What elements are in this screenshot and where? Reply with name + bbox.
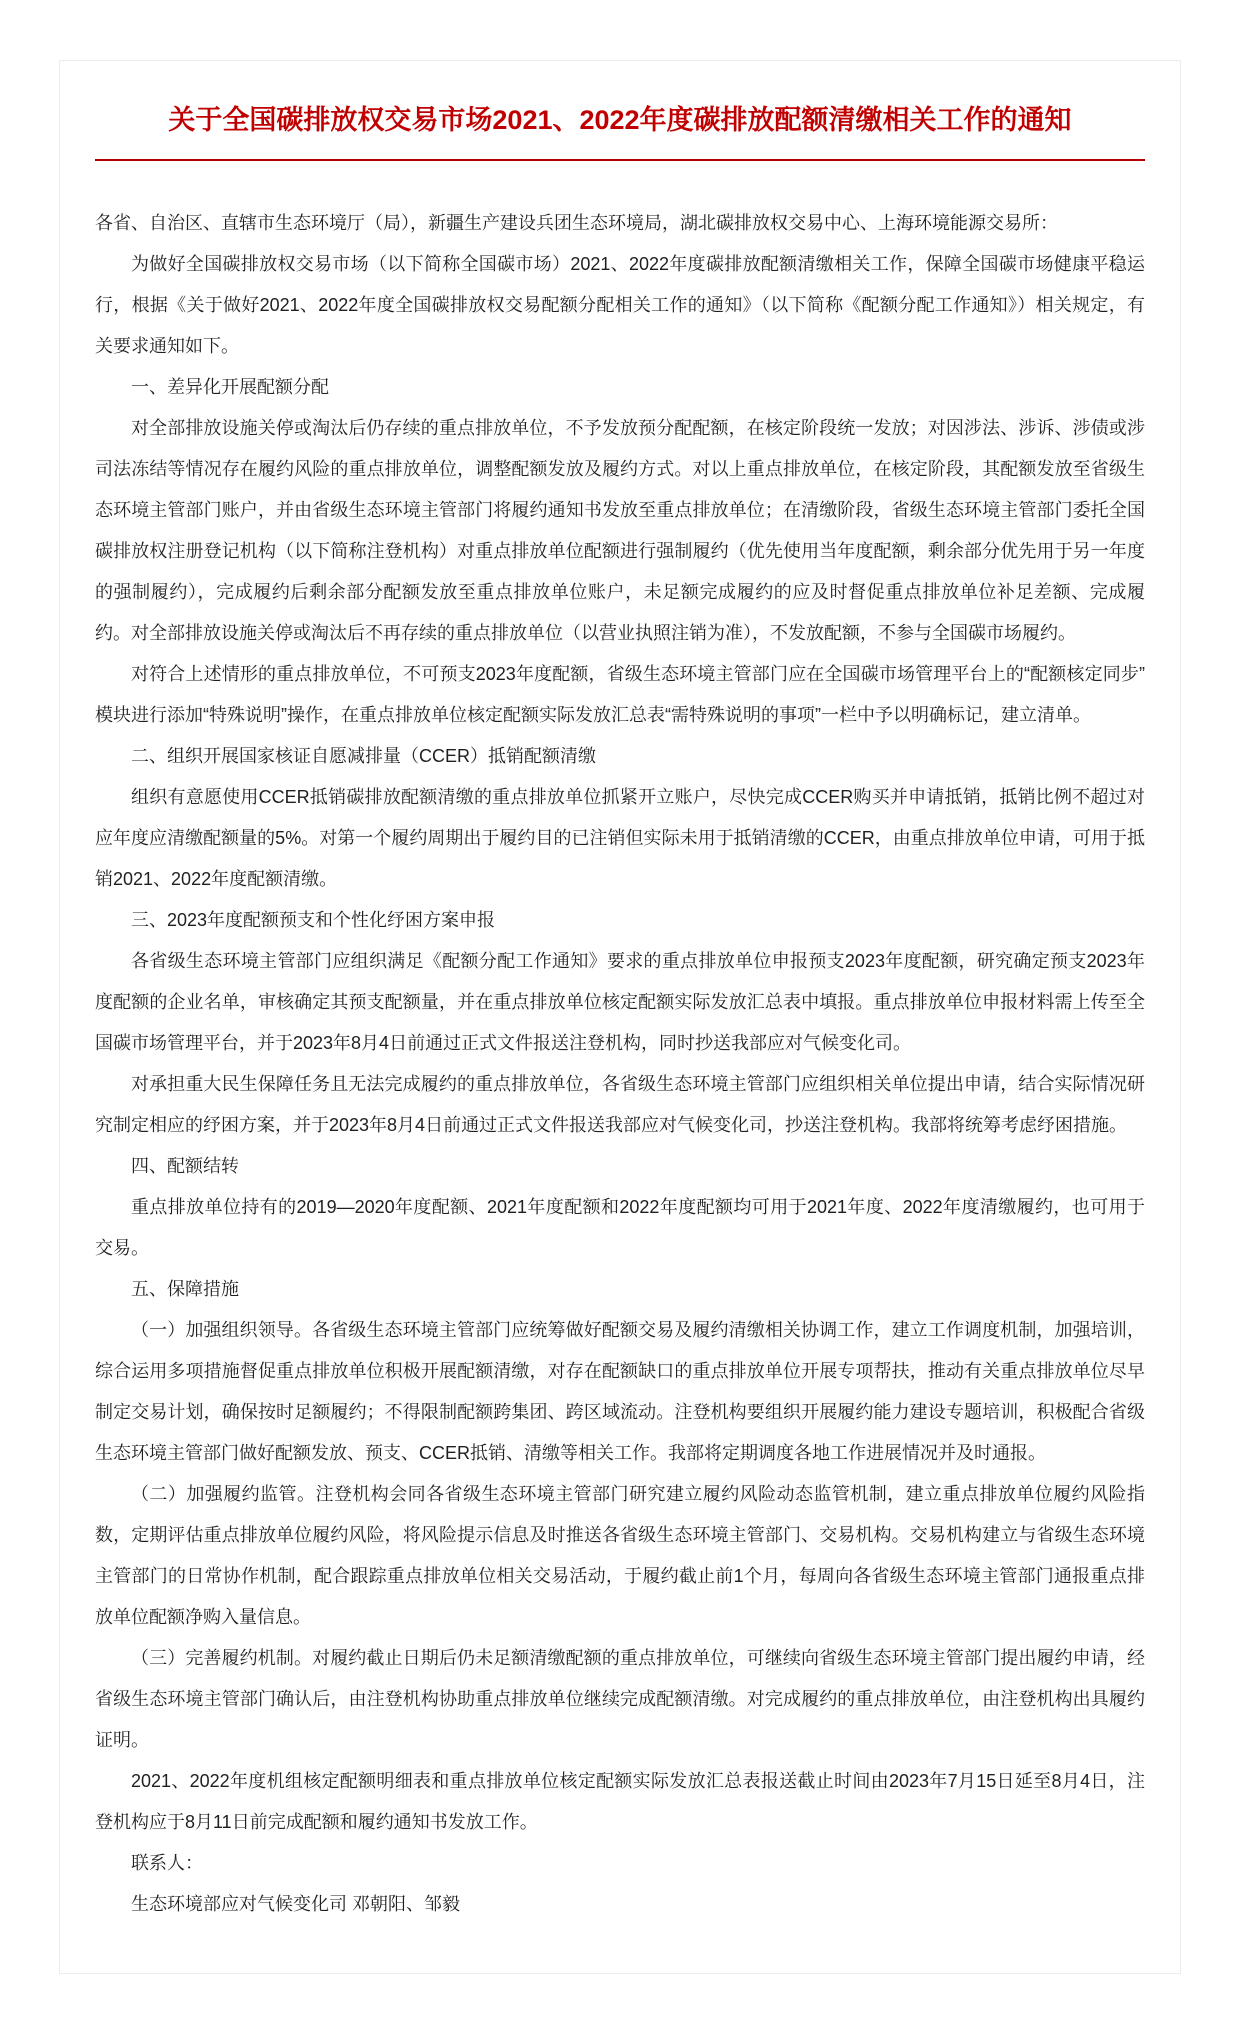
section-1-heading: 一、差异化开展配额分配 [131, 377, 329, 397]
section-5-heading: 五、保障措施 [131, 1279, 239, 1299]
section-2-paragraph-1: 组织有意愿使用CCER抵销碳排放配额清缴的重点排放单位抓紧开立账户，尽快完成CCER购买并申请抵销，抵销比例不超过对应年度应清缴配额量的5%。对第一个履约周期出于履约目的已注销但实际未用于抵销清缴的CCER，由重点排放单位申请，可用于抵销2021、2022年度配额清缴。 [95, 787, 1145, 889]
salutation-line: 各省、自治区、直辖市生态环境厅（局），新疆生产建设兵团生态环境局，湖北碳排放权交易中心、上海环境能源交易所： [95, 213, 1058, 233]
contact-label: 联系人： [131, 1853, 203, 1873]
document-title: 关于全国碳排放权交易市场2021、2022年度碳排放配额清缴相关工作的通知 [168, 105, 1072, 135]
title-divider [95, 159, 1145, 161]
section-3-paragraph-2: 对承担重大民生保障任务且无法完成履约的重点排放单位，各省级生态环境主管部门应组织相关单位提出申请，结合实际情况研究制定相应的纾困方案，并于2023年8月4日前通过正式文件报送我部应对气候变化司，抄送注登机构。我部将统筹考虑纾困措施。 [95, 1074, 1145, 1135]
section-5-item-3: （三）完善履约机制。对履约截止日期后仍未足额清缴配额的重点排放单位，可继续向省级生态环境主管部门提出履约申请，经省级生态环境主管部门确认后，由注登机构协助重点排放单位继续完成配额清缴。对完成履约的重点排放单位，由注登机构出具履约证明。 [95, 1648, 1145, 1750]
document-page [59, 60, 1181, 1974]
section-3-paragraph-1: 各省级生态环境主管部门应组织满足《配额分配工作通知》要求的重点排放单位申报预支2023年度配额，研究确定预支2023年度配额的企业名单，审核确定其预支配额量，并在重点排放单位核定配额实际发放汇总表中填报。重点排放单位申报材料需上传至全国碳市场管理平台，并于2023年8月4日前通过正式文件报送注登机构，同时抄送我部应对气候变化司。 [95, 951, 1145, 1053]
section-2-heading: 二、组织开展国家核证自愿减排量（CCER）抵销配额清缴 [131, 746, 597, 766]
section-5-item-1: （一）加强组织领导。各省级生态环境主管部门应统筹做好配额交易及履约清缴相关协调工作，建立工作调度机制，加强培训，综合运用多项措施督促重点排放单位积极开展配额清缴，对存在配额缺口的重点排放单位开展专项帮扶，推动有关重点排放单位尽早制定交易计划，确保按时足额履约；不得限制配额跨集团、跨区域流动。注登机构要组织开展履约能力建设专题培训，积极配合省级生态环境主管部门做好配额发放、预支、CCER抵销、清缴等相关工作。我部将定期调度各地工作进展情况并及时通报。 [95, 1320, 1145, 1463]
section-5-item-2: （二）加强履约监管。注登机构会同各省级生态环境主管部门研究建立履约风险动态监管机制，建立重点排放单位履约风险指数，定期评估重点排放单位履约风险，将风险提示信息及时推送各省级生态环境主管部门、交易机构。交易机构建立与省级生态环境主管部门的日常协作机制，配合跟踪重点排放单位相关交易活动，于履约截止前1个月，每周向各省级生态环境主管部门通报重点排放单位配额净购入量信息。 [95, 1484, 1145, 1627]
deadline-paragraph: 2021、2022年度机组核定配额明细表和重点排放单位核定配额实际发放汇总表报送截止时间由2023年7月15日延至8月4日，注登机构应于8月11日前完成配额和履约通知书发放工作。 [95, 1771, 1145, 1832]
section-1-paragraph-1: 对全部排放设施关停或淘汰后仍存续的重点排放单位，不予发放预分配配额，在核定阶段统一发放；对因涉法、涉诉、涉债或涉司法冻结等情况存在履约风险的重点排放单位，调整配额发放及履约方式。对以上重点排放单位，在核定阶段，其配额发放至省级生态环境主管部门账户，并由省级生态环境主管部门将履约通知书发放至重点排放单位；在清缴阶段，省级生态环境主管部门委托全国碳排放权注册登记机构（以下简称注登机构）对重点排放单位配额进行强制履约（优先使用当年度配额，剩余部分优先用于另一年度的强制履约），完成履约后剩余部分配额发放至重点排放单位账户，未足额完成履约的应及时督促重点排放单位补足差额、完成履约。对全部排放设施关停或淘汰后不再存续的重点排放单位（以营业执照注销为准），不发放配额，不参与全国碳市场履约。 [95, 418, 1145, 643]
section-3-heading: 三、2023年度配额预支和个性化纾困方案申报 [131, 910, 496, 930]
intro-paragraph: 为做好全国碳排放权交易市场（以下简称全国碳市场）2021、2022年度碳排放配额清缴相关工作，保障全国碳市场健康平稳运行，根据《关于做好2021、2022年度全国碳排放权交易配额分配相关工作的通知》（以下简称《配额分配工作通知》）相关规定，有关要求通知如下。 [95, 254, 1145, 356]
document-body [95, 203, 1145, 1925]
contact-names: 生态环境部应对气候变化司 邓朝阳、邹毅 [131, 1894, 460, 1914]
section-1-paragraph-2: 对符合上述情形的重点排放单位，不可预支2023年度配额，省级生态环境主管部门应在全国碳市场管理平台上的“配额核定同步”模块进行添加“特殊说明”操作，在重点排放单位核定配额实际发放汇总表“需特殊说明的事项”一栏中予以明确标记，建立清单。 [95, 664, 1145, 725]
section-4-paragraph-1: 重点排放单位持有的2019—2020年度配额、2021年度配额和2022年度配额均可用于2021年度、2022年度清缴履约，也可用于交易。 [95, 1197, 1145, 1258]
section-4-heading: 四、配额结转 [131, 1156, 239, 1176]
